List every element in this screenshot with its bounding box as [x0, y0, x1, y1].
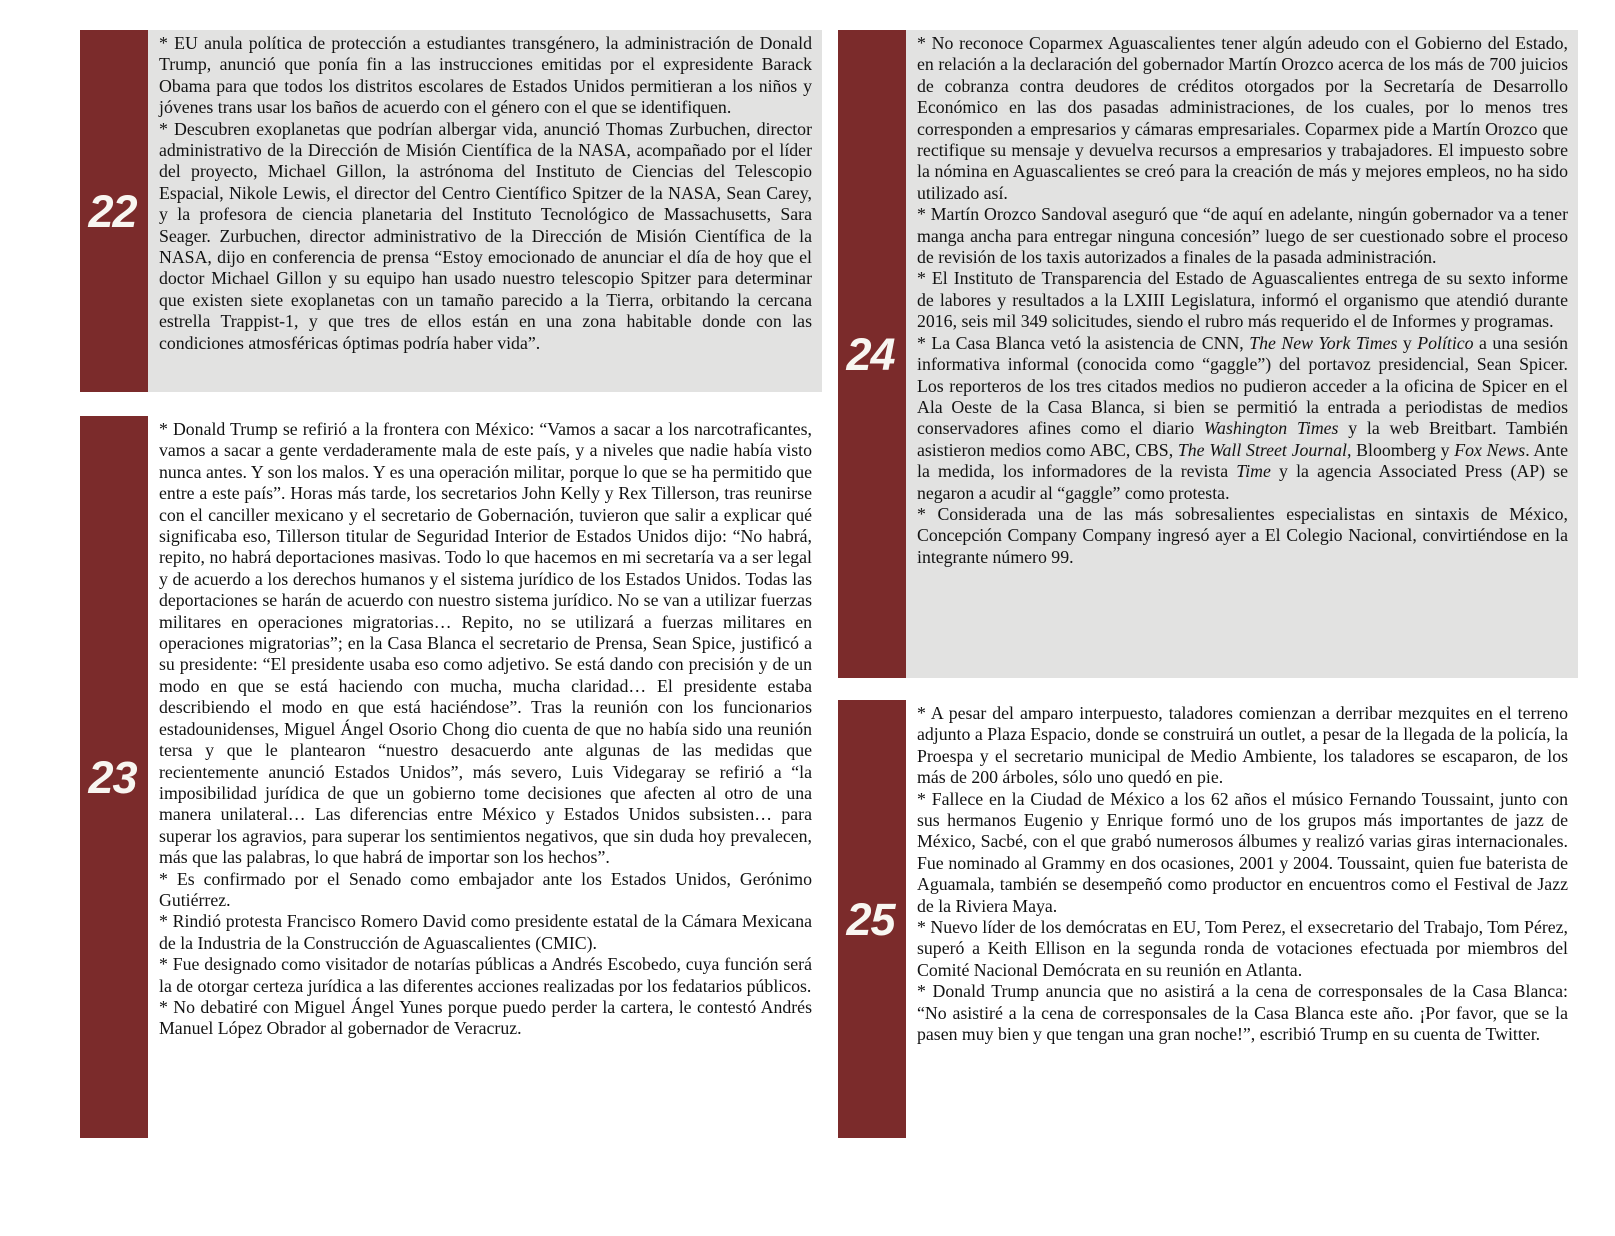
day-text-24 — [906, 30, 1578, 678]
day-number-23: 23 — [88, 751, 137, 803]
news-item — [159, 119, 812, 354]
text-run: * Nuevo líder de los demócratas en EU, Tom Perez, el exsecretario del Trabajo, Tom Pérez, superó a Keith Ellison en la segunda ronda de votaciones efectuada por miembros del Comité Nacional Demócrata en su reunión en Atlanta. — [917, 917, 1568, 980]
text-run: * Es confirmado por el Senado como embajador ante los Estados Unidos, Gerónimo Gutiérrez. — [159, 868, 812, 910]
publication-name: Político — [1417, 332, 1474, 353]
text-run: a una sesión informativa informal (conocida como “gaggle”) del portavoz presidencial, Sean Spicer. Los reporteros de los tres citados medios no pudieron acceder a la oficina de Spicer en el Ala Oeste de la Casa Blanca, si bien se permitió la entrada a periodistas de medios conservadores afines como el diario — [917, 332, 1569, 439]
news-item — [159, 911, 812, 954]
day-number-24: 24 — [846, 328, 895, 380]
text-run: . Ante la medida, los informadores de la revista — [917, 439, 1568, 482]
day-text-23 — [148, 416, 822, 1138]
text-run: * Considerada una de las más sobresalientes especialistas en sintaxis de México, Concepción Company Company ingresó ayer a El Colegio Nacional, convirtiéndose en la integrante número 99. — [917, 503, 1568, 567]
text-run: * El Instituto de Transparencia del Estado de Aguascalientes entrega de su sexto informe de labores y resultados a la LXIII Legislatura, informó el organismo que atendió durante 2016, seis mil 349 solicitudes, siendo el rubro más requerido el de Informes y programas. — [917, 268, 1568, 332]
text-run: y la web Breitbart. También asistieron medios como ABC, CBS, — [917, 418, 1568, 460]
text-run: * No debatiré con Miguel Ángel Yunes porque puedo perder la cartera, le contestó Andrés Manuel López Obrador al gobernador de Veracruz. — [159, 996, 812, 1039]
day-section-25 — [838, 700, 1578, 1138]
news-item — [917, 268, 1568, 332]
day-number-bar-24 — [838, 30, 906, 678]
news-item — [159, 954, 812, 997]
day-text-25 — [906, 700, 1578, 1138]
news-item — [159, 33, 812, 119]
day-section-24 — [838, 30, 1578, 678]
text-run: * EU anula política de protección a estudiantes transgénero, la administración de Donald Trump, anunció que ponía fin a las instrucciones emitidas por el expresidente Barack Obama para que todos los distritos escolares de Estados Unidos permitieran a los niños y jóvenes trans usar los baños de acuerdo con el género con el que se identifiquen. — [159, 33, 812, 118]
day-number-bar-22 — [80, 30, 148, 392]
publication-name: The New York Times — [1249, 332, 1398, 353]
news-item — [159, 997, 812, 1040]
news-item — [917, 33, 1568, 204]
news-item — [159, 869, 812, 912]
text-run: * Fallece en la Ciudad de México a los 62 años el músico Fernando Toussaint, junto con sus hermanos Eugenio y Enrique formó uno de los grupos más importantes de jazz de México, Sacbé, con el que grabó numerosos álbumes y realizó varias giras internacionales. Fue nominado al Grammy en dos ocasiones, 2001 y 2004. Toussaint, quien fue baterista de Aguamala, también se desempeñó como productor en encuentros como el Festival de Jazz de la Riviera Maya. — [917, 788, 1568, 916]
text-run: y — [1397, 332, 1418, 353]
news-item — [917, 981, 1568, 1045]
text-run: * Rindió protesta Francisco Romero David como presidente estatal de la Cámara Mexicana de la Industria de la Construcción de Aguascalientes (CMIC). — [159, 911, 812, 953]
news-item — [159, 419, 812, 869]
text-run: * La Casa Blanca vetó la asistencia de CNN, — [917, 332, 1250, 353]
text-run: * Descubren exoplanetas que podrían albergar vida, anunció Thomas Zurbuchen, director administrativo de la Dirección de Misión Científica de la NASA, acompañado por el líder del proyecto, Michael Gillon, la astrónoma del Instituto de Ciencias del Telescopio Espacial, Nikole Lewis, el director del Centro Científico Spitzer de la NASA, Sean Carey, y la profesora de ciencia planetaria del Instituto Tecnológico de Massachusetts, Sara Seager. Zurbuchen, director administrativo de la Dirección de Misión Científica de la NASA, dijo en conferencia de prensa “Estoy emocionado de anunciar el día de hoy que el doctor Michael Gillon y su equipo han usado nuestro telescopio Spitzer para determinar que existen siete exoplanetas con un tamaño parecido a la Tierra, orbitando la cercana estrella Trappist-1, y que tres de ellos están en una zona habitable donde con las condiciones atmosféricas óptimas podría haber vida”. — [159, 118, 812, 353]
day-section-23 — [80, 416, 822, 1138]
day-number-bar-23 — [80, 416, 148, 1138]
text-run: Bloomberg y — [1351, 439, 1455, 460]
news-item — [917, 703, 1568, 789]
day-number-25: 25 — [846, 893, 895, 945]
day-text-22 — [148, 30, 822, 392]
news-item — [917, 333, 1568, 504]
text-run: * Martín Orozco Sandoval aseguró que “de aquí en adelante, ningún gobernador va a tener manga ancha para entregar ninguna concesión” luego de ser cuestionado sobre el proceso de revisión de los taxis autorizados a finales de la pasada administración. — [917, 204, 1568, 268]
day-number-bar-25 — [838, 700, 906, 1138]
news-item — [917, 917, 1568, 981]
publication-name: Fox News — [1454, 439, 1526, 460]
news-item — [917, 504, 1568, 568]
text-run: * Donald Trump se refirió a la frontera con México: “Vamos a sacar a los narcotraficantes, vamos a sacar a gente verdaderamente mala de este país, y a niveles que nadie había visto nunca antes. Y son los malos. Y es una operación militar, porque lo que se ha permitido que entre a este país”. Horas más tarde, los secretarios John Kelly y Rex Tillerson, tras reunirse con el canciller mexicano y el secretario de Gobernación, tuvieron que salir a explicar qué significaba eso, Tillerson titular de Seguridad Interior de Estados Unidos dijo: “No habrá, repito, no habrá deportaciones masivas. Todo lo que hacemos en mi secretaría va a ser legal y de acuerdo a los derechos humanos y el sistema jurídico de los Estados Unidos. Todas las deportaciones se harán de acuerdo con nuestro sistema jurídico. No se van a utilizar fuerzas militares en operaciones migratorias… Repito, no se utilizará a fuerzas militares en operaciones migratorias”; en la Casa Blanca el secretario de Prensa, Sean Spice, justificó a su presidente: “El presidente usaba eso como adjetivo. Se está dando con precisión y de un modo en que se está haciendo con mucha, mucha claridad… El presidente estaba describiendo el modo en que está haciéndose”. Tras la reunión con los funcionarios estadounidenses, Miguel Ángel Osorio Chong dio cuenta de que no había sido una reunión tersa y que le plantearon “nuestro desacuerdo ante algunas de las medidas que recientemente anunció Estados Unidos”, más severo, Luis Videgaray se refirió a “la imposibilidad jurídica de que un gobierno tome decisiones que afecten al otro de una manera unilateral… Las diferencias entre México y Estados Unidos subsisten… para superar los agravios, para superar los sentimientos negativos, que sin duda hoy prevalecen, más que las palabras, lo que habrá de importar son los hechos”. — [159, 419, 812, 868]
day-section-22 — [80, 30, 822, 392]
text-run: * Donald Trump anuncia que no asistirá a la cena de corresponsales de la Casa Blanca: “No asistiré a la cena de corresponsales de la Casa Blanca este año. ¡Por favor, que se la pasen muy bien y que tengan una gran noche!”, escribió Trump en su cuenta de Twitter. — [917, 981, 1568, 1045]
publication-name: Time — [1236, 461, 1271, 482]
publication-name: The Wall Street Journal, — [1177, 439, 1352, 460]
day-number-22: 22 — [88, 185, 137, 237]
publication-name: Washington Times — [1203, 418, 1339, 439]
news-item — [917, 204, 1568, 268]
text-run: * No reconoce Coparmex Aguascalientes tener algún adeudo con el Gobierno del Estado, en relación a la declaración del gobernador Martín Orozco acerca de los más de 700 juicios de cobranza contra deudores de créditos otorgados por la Secretaría de Desarrollo Económico en las dos pasadas administraciones, de los cuales, por lo menos tres corresponden a empresarios y cámaras empresariales. Coparmex pide a Martín Orozco que rectifique su mensaje y devuelva recursos a empresarios y trabajadores. El impuesto sobre la nómina en Aguascalientes se creó para la creación de más y mejores empleos, no ha sido utilizado así. — [917, 33, 1568, 203]
text-run: y la agencia Associated Press (AP) se negaron a acudir al “gaggle” como protesta. — [917, 461, 1568, 503]
text-run: * Fue designado como visitador de notarías públicas a Andrés Escobedo, cuya función será la de otorgar certeza jurídica a las diferentes acciones realizadas por los fedatarios públicos. — [159, 954, 812, 996]
news-item — [917, 789, 1568, 917]
text-run: * A pesar del amparo interpuesto, taladores comienzan a derribar mezquites en el terreno adjunto a Plaza Espacio, donde se construirá un outlet, a pesar de la llegada de la policía, la Proespa y el secretario municipal de Medio Ambiente, los taladores se escaparon, de los más de 200 árboles, sólo uno quedó en pie. — [917, 703, 1568, 788]
